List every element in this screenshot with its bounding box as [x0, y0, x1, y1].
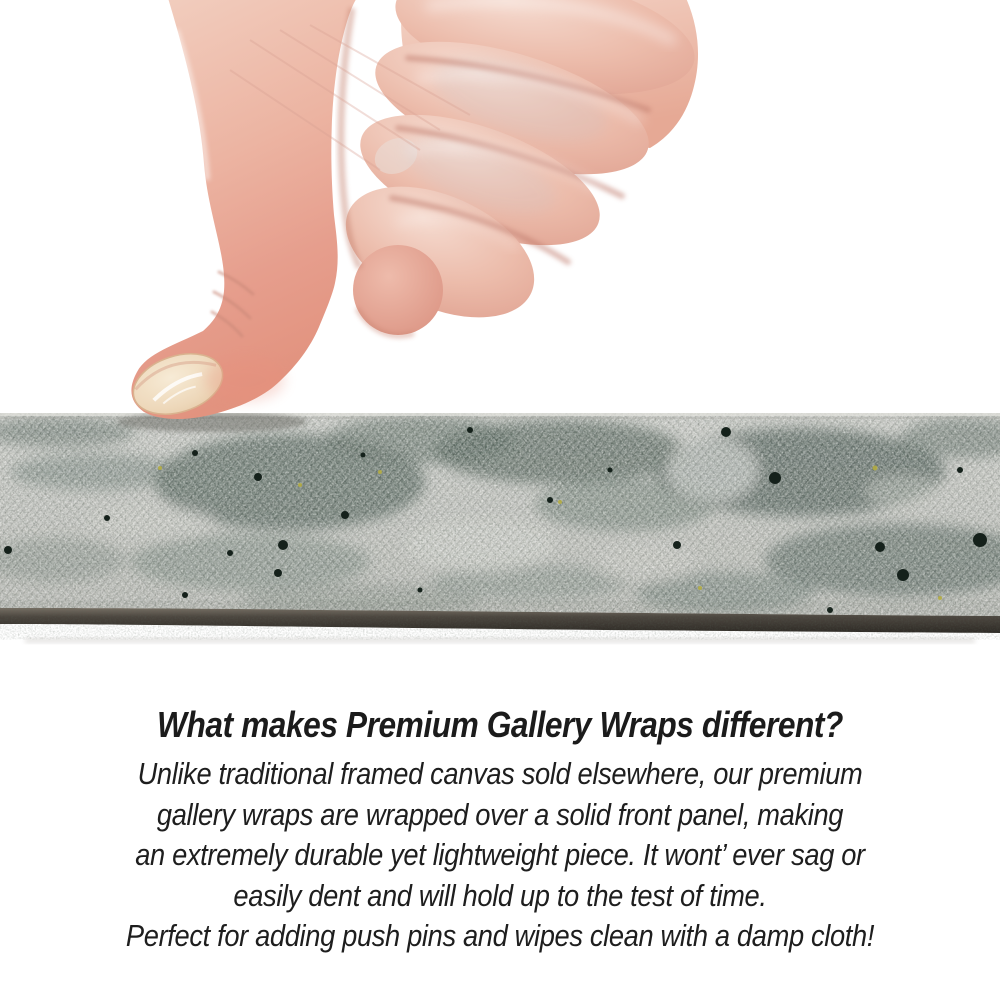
- thumb: [131, 0, 357, 419]
- body-line-5: Perfect for adding push pins and wipes clean with a damp cloth!: [125, 918, 875, 953]
- canvas-texture: [0, 412, 1000, 618]
- page-title: What makes Premium Gallery Wraps different?: [157, 704, 843, 745]
- hand-photo: [126, 0, 705, 425]
- body-line-4: easily dent and will hold up to the test of time.: [233, 877, 767, 913]
- thumb-pad-shading: [205, 358, 285, 402]
- body-line-2: gallery wraps are wrapped over a solid front panel, making: [156, 796, 844, 832]
- panel-shadow: [25, 638, 975, 643]
- canvas-edge-strip: [0, 412, 1000, 643]
- caption: [60, 702, 940, 957]
- body-line-3: an extremely durable yet lightweight piece. It wont’ ever sag or: [135, 837, 865, 872]
- body-line-1: Unlike traditional framed canvas sold elsewhere, our premium: [137, 756, 863, 791]
- curled-fingers: [326, 0, 705, 344]
